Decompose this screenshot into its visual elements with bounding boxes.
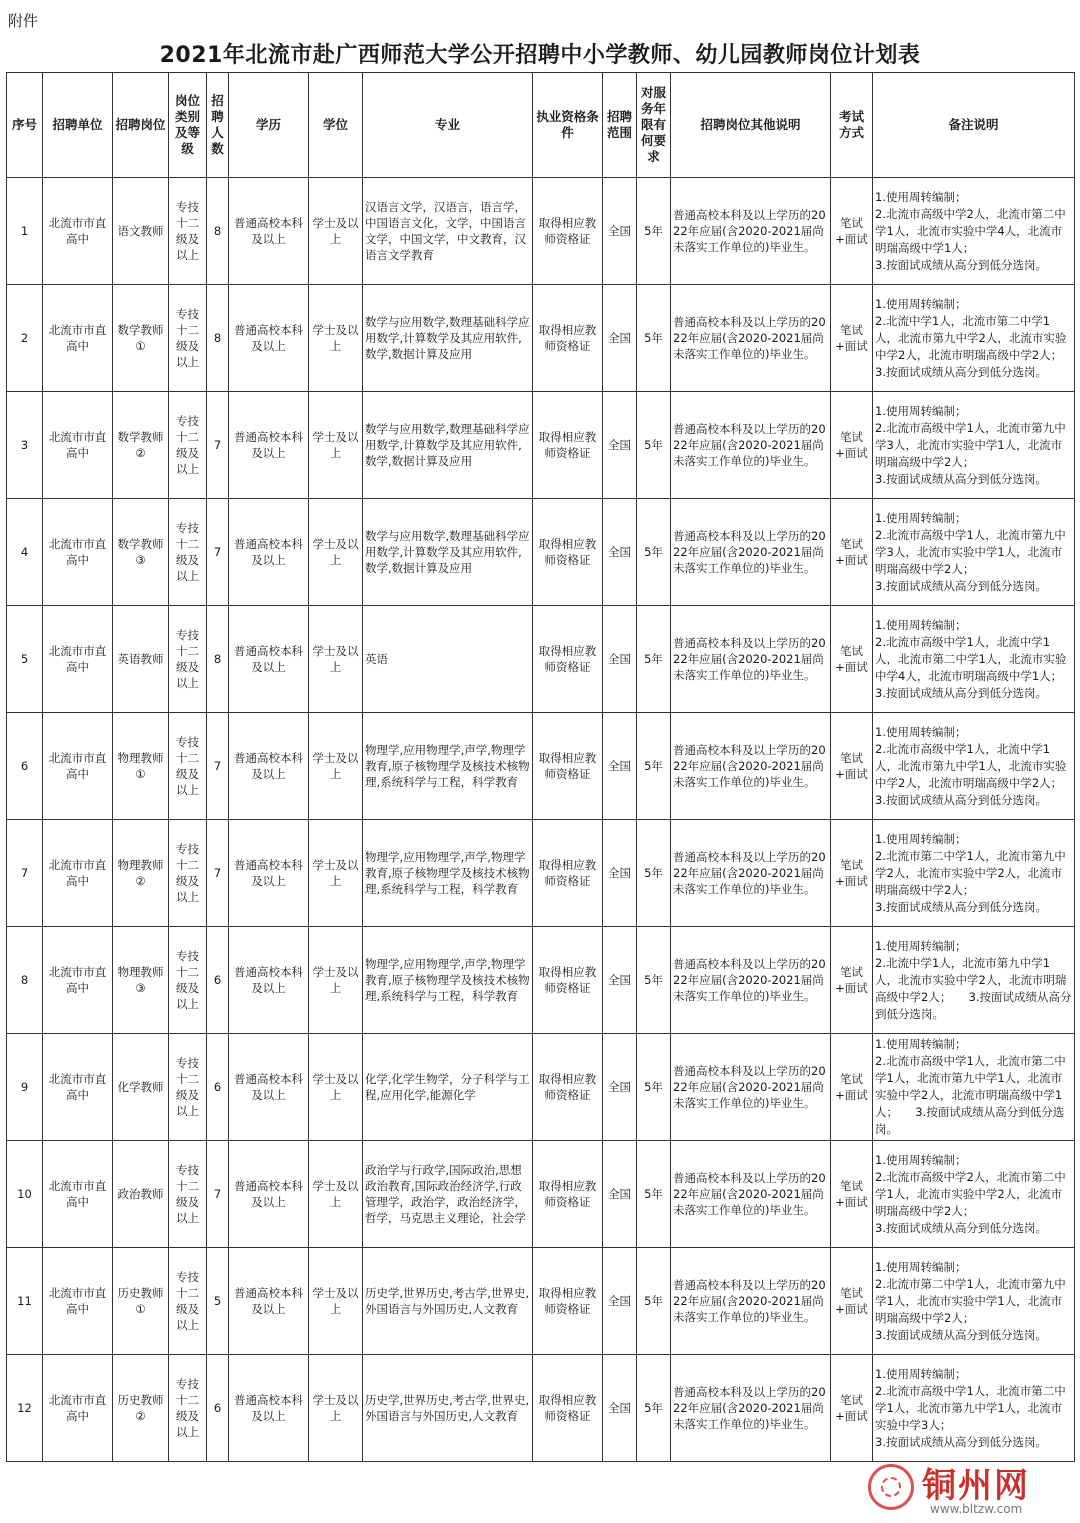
- cell-degree: 学士及以上: [309, 713, 363, 820]
- cell-category: 专技十二级及以上: [169, 499, 207, 606]
- cell-remarks: 1.使用周转编制； 2.北流市第二中学1人，北流市第九中学1人，北流市实验中学1人，北流市明瑞高级中学2人； 3.按面试成绩从高分到低分选岗。: [873, 1248, 1075, 1355]
- cell-major: 历史学,世界历史,考古学,世界史,外国语言与外国历史,人文教育: [363, 1355, 533, 1462]
- cell-index: 10: [7, 1141, 43, 1248]
- table-row: [7, 1248, 1075, 1355]
- cell-post: 英语教师: [113, 606, 169, 713]
- cell-remarks: 1.使用周转编制； 2.北流中学1人，北流市第二中学1人，北流市第九中学2人，北流市实验中学2人，北流市明瑞高级中学2人； 3.按面试成绩从高分到低分选岗。: [873, 285, 1075, 392]
- cell-service-years: 5年: [637, 927, 671, 1034]
- cell-education: 普通高校本科及以上: [229, 285, 309, 392]
- table-row: [7, 1034, 1075, 1141]
- cell-other-notes: 普通高校本科及以上学历的2022年应届(含2020-2021届尚未落实工作单位的)毕业生。: [671, 392, 831, 499]
- table-row: [7, 285, 1075, 392]
- cell-other-notes: 普通高校本科及以上学历的2022年应届(含2020-2021届尚未落实工作单位的)毕业生。: [671, 499, 831, 606]
- cell-index: 7: [7, 820, 43, 927]
- cell-index: 6: [7, 713, 43, 820]
- cell-count: 8: [207, 606, 229, 713]
- cell-remarks: 1.使用周转编制； 2.北流市高级中学2人，北流市第二中学1人，北流市实验中学2人，北流市明瑞高级中学2人； 3.按面试成绩从高分到低分选岗。: [873, 1141, 1075, 1248]
- cell-count: 6: [207, 1355, 229, 1462]
- page-title: 2021年北流市赴广西师范大学公开招聘中小学教师、幼儿园教师岗位计划表: [159, 43, 921, 68]
- cell-index: 5: [7, 606, 43, 713]
- cell-degree: 学士及以上: [309, 392, 363, 499]
- header-cell: 招聘范围: [603, 73, 637, 178]
- cell-post: 物理教师③: [113, 927, 169, 1034]
- cell-unit: 北流市市直高中: [43, 820, 113, 927]
- cell-exam: 笔试+面试: [831, 499, 873, 606]
- cell-qualification: 取得相应教师资格证: [533, 713, 603, 820]
- attachment-label: 附件: [8, 12, 39, 30]
- header-cell: 学位: [309, 73, 363, 178]
- cell-other-notes: 普通高校本科及以上学历的2022年应届(含2020-2021届尚未落实工作单位的)毕业生。: [671, 713, 831, 820]
- cell-unit: 北流市市直高中: [43, 606, 113, 713]
- cell-remarks: 1.使用周转编制； 2.北流市高级中学1人，北流中学1人，北流市第二中学1人，北流市实验中学4人，北流市明瑞高级中学1人； 3.按面试成绩从高分到低分选岗。: [873, 606, 1075, 713]
- watermark-url: www.bltzw.com: [930, 1502, 1023, 1516]
- cell-qualification: 取得相应教师资格证: [533, 178, 603, 285]
- cell-index: 8: [7, 927, 43, 1034]
- header-cell: 招聘岗位其他说明: [671, 73, 831, 178]
- cell-count: 7: [207, 1141, 229, 1248]
- cell-unit: 北流市市直高中: [43, 178, 113, 285]
- cell-category: 专技十二级及以上: [169, 713, 207, 820]
- cell-count: 7: [207, 713, 229, 820]
- cell-post: 语文教师: [113, 178, 169, 285]
- cell-post: 数学教师①: [113, 285, 169, 392]
- cell-major: 政治学与行政学,国际政治,思想政治教育,国际政治经济学,行政管理学，政治学，政治经济学，哲学，马克思主义理论，社会学: [363, 1141, 533, 1248]
- cell-unit: 北流市市直高中: [43, 927, 113, 1034]
- cell-scope: 全国: [603, 820, 637, 927]
- cell-exam: 笔试+面试: [831, 927, 873, 1034]
- cell-service-years: 5年: [637, 499, 671, 606]
- cell-count: 8: [207, 178, 229, 285]
- table-row: [7, 392, 1075, 499]
- cell-scope: 全国: [603, 1034, 637, 1141]
- cell-count: 7: [207, 499, 229, 606]
- cell-other-notes: 普通高校本科及以上学历的2022年应届(含2020-2021届尚未落实工作单位的)毕业生。: [671, 1034, 831, 1141]
- cell-service-years: 5年: [637, 1034, 671, 1141]
- cell-education: 普通高校本科及以上: [229, 1034, 309, 1141]
- cell-category: 专技十二级及以上: [169, 927, 207, 1034]
- cell-service-years: 5年: [637, 285, 671, 392]
- cell-category: 专技十二级及以上: [169, 178, 207, 285]
- cell-exam: 笔试+面试: [831, 285, 873, 392]
- cell-exam: 笔试+面试: [831, 606, 873, 713]
- header-cell: 备注说明: [873, 73, 1075, 178]
- cell-education: 普通高校本科及以上: [229, 927, 309, 1034]
- cell-scope: 全国: [603, 178, 637, 285]
- header-cell: 考试方式: [831, 73, 873, 178]
- cell-other-notes: 普通高校本科及以上学历的2022年应届(含2020-2021届尚未落实工作单位的)毕业生。: [671, 1248, 831, 1355]
- cell-scope: 全国: [603, 1248, 637, 1355]
- cell-qualification: 取得相应教师资格证: [533, 927, 603, 1034]
- cell-exam: 笔试+面试: [831, 392, 873, 499]
- cell-index: 11: [7, 1248, 43, 1355]
- header-cell: 序号: [7, 73, 43, 178]
- cell-remarks: 1.使用周转编制； 2.北流市高级中学1人，北流中学1人，北流市第九中学1人，北流市实验中学2人，北流市明瑞高级中学2人； 3.按面试成绩从高分到低分选岗。: [873, 713, 1075, 820]
- cell-exam: 笔试+面试: [831, 1248, 873, 1355]
- cell-post: 化学教师: [113, 1034, 169, 1141]
- header-cell: 专业: [363, 73, 533, 178]
- cell-education: 普通高校本科及以上: [229, 499, 309, 606]
- table-header-row: [7, 73, 1075, 178]
- table-row: [7, 713, 1075, 820]
- cell-major: 数学与应用数学,数理基础科学应用数学,计算数学及其应用软件,数学,数据计算及应用: [363, 285, 533, 392]
- cell-unit: 北流市市直高中: [43, 392, 113, 499]
- cell-post: 政治教师: [113, 1141, 169, 1248]
- cell-remarks: 1.使用周转编制； 2.北流市高级中学1人，北流市第二中学1人，北流市第九中学1人，北流市实验中学3人； 3.按面试成绩从高分到低分选岗。: [873, 1355, 1075, 1462]
- cell-exam: 笔试+面试: [831, 1141, 873, 1248]
- cell-post: 物理教师②: [113, 820, 169, 927]
- cell-major: 物理学,应用物理学,声学,物理学教育,原子核物理学及核技术核物理,系统科学与工程，科学教育: [363, 927, 533, 1034]
- header-cell: 执业资格条件: [533, 73, 603, 178]
- cell-unit: 北流市市直高中: [43, 1248, 113, 1355]
- watermark: [868, 1462, 1068, 1518]
- cell-unit: 北流市市直高中: [43, 1034, 113, 1141]
- cell-scope: 全国: [603, 713, 637, 820]
- header-cell: 招聘人数: [207, 73, 229, 178]
- cell-category: 专技十二级及以上: [169, 820, 207, 927]
- cell-count: 8: [207, 285, 229, 392]
- table-body: [7, 178, 1075, 1462]
- cell-degree: 学士及以上: [309, 285, 363, 392]
- cell-degree: 学士及以上: [309, 1141, 363, 1248]
- cell-index: 1: [7, 178, 43, 285]
- cell-exam: 笔试+面试: [831, 178, 873, 285]
- cell-post: 物理教师①: [113, 713, 169, 820]
- table-row: [7, 820, 1075, 927]
- table-row: [7, 606, 1075, 713]
- cell-degree: 学士及以上: [309, 178, 363, 285]
- cell-index: 2: [7, 285, 43, 392]
- cell-major: 物理学,应用物理学,声学,物理学教育,原子核物理学及核技术核物理,系统科学与工程，科学教育: [363, 713, 533, 820]
- cell-qualification: 取得相应教师资格证: [533, 285, 603, 392]
- cell-post: 数学教师②: [113, 392, 169, 499]
- cell-remarks: 1.使用周转编制； 2.北流市高级中学2人，北流市第二中学1人，北流市实验中学4人，北流市明瑞高级中学1人； 3.按面试成绩从高分到低分选岗。: [873, 178, 1075, 285]
- cell-scope: 全国: [603, 1355, 637, 1462]
- recruitment-plan-table: [6, 72, 1075, 1462]
- cell-category: 专技十二级及以上: [169, 1355, 207, 1462]
- table-row: [7, 1355, 1075, 1462]
- cell-index: 12: [7, 1355, 43, 1462]
- header-cell: 招聘单位: [43, 73, 113, 178]
- header-cell: 岗位类别及等级: [169, 73, 207, 178]
- table-row: [7, 499, 1075, 606]
- cell-education: 普通高校本科及以上: [229, 820, 309, 927]
- cell-education: 普通高校本科及以上: [229, 713, 309, 820]
- cell-service-years: 5年: [637, 1141, 671, 1248]
- cell-degree: 学士及以上: [309, 1248, 363, 1355]
- cell-education: 普通高校本科及以上: [229, 1248, 309, 1355]
- cell-qualification: 取得相应教师资格证: [533, 1355, 603, 1462]
- cell-service-years: 5年: [637, 178, 671, 285]
- cell-other-notes: 普通高校本科及以上学历的2022年应届(含2020-2021届尚未落实工作单位的)毕业生。: [671, 927, 831, 1034]
- header-cell: 招聘岗位: [113, 73, 169, 178]
- cell-other-notes: 普通高校本科及以上学历的2022年应届(含2020-2021届尚未落实工作单位的)毕业生。: [671, 285, 831, 392]
- cell-remarks: 1.使用周转编制； 2.北流中学1人，北流市第九中学1人，北流市实验中学2人，北流市明瑞高级中学2人； 3.按面试成绩从高分到低分选岗。: [873, 927, 1075, 1034]
- cell-count: 7: [207, 392, 229, 499]
- cell-degree: 学士及以上: [309, 927, 363, 1034]
- cell-degree: 学士及以上: [309, 1355, 363, 1462]
- table-row: [7, 927, 1075, 1034]
- cell-education: 普通高校本科及以上: [229, 1141, 309, 1248]
- cell-degree: 学士及以上: [309, 606, 363, 713]
- cell-major: 历史学,世界历史,考古学,世界史,外国语言与外国历史,人文教育: [363, 1248, 533, 1355]
- cell-remarks: 1.使用周转编制； 2.北流市第二中学1人，北流市第九中学2人，北流市实验中学2人，北流市明瑞高级中学2人； 3.按面试成绩从高分到低分选岗。: [873, 820, 1075, 927]
- cell-qualification: 取得相应教师资格证: [533, 1248, 603, 1355]
- cell-degree: 学士及以上: [309, 820, 363, 927]
- header-cell: 学历: [229, 73, 309, 178]
- table-row: [7, 1141, 1075, 1248]
- cell-education: 普通高校本科及以上: [229, 1355, 309, 1462]
- cell-remarks: 1.使用周转编制； 2.北流市高级中学1人，北流市第九中学3人，北流市实验中学1人，北流市明瑞高级中学2人； 3.按面试成绩从高分到低分选岗。: [873, 392, 1075, 499]
- cell-remarks: 1.使用周转编制； 2.北流市高级中学1人，北流市第九中学3人，北流市实验中学1人，北流市明瑞高级中学2人； 3.按面试成绩从高分到低分选岗。: [873, 499, 1075, 606]
- cell-category: 专技十二级及以上: [169, 392, 207, 499]
- watermark-seal-icon: [868, 1464, 914, 1510]
- cell-category: 专技十二级及以上: [169, 606, 207, 713]
- cell-qualification: 取得相应教师资格证: [533, 499, 603, 606]
- cell-scope: 全国: [603, 392, 637, 499]
- cell-index: 9: [7, 1034, 43, 1141]
- cell-count: 7: [207, 820, 229, 927]
- cell-qualification: 取得相应教师资格证: [533, 1034, 603, 1141]
- cell-exam: 笔试+面试: [831, 820, 873, 927]
- cell-post: 数学教师③: [113, 499, 169, 606]
- cell-unit: 北流市市直高中: [43, 499, 113, 606]
- cell-major: 英语: [363, 606, 533, 713]
- cell-other-notes: 普通高校本科及以上学历的2022年应届(含2020-2021届尚未落实工作单位的)毕业生。: [671, 178, 831, 285]
- cell-category: 专技十二级及以上: [169, 1248, 207, 1355]
- cell-qualification: 取得相应教师资格证: [533, 606, 603, 713]
- cell-category: 专技十二级及以上: [169, 1141, 207, 1248]
- cell-count: 5: [207, 1248, 229, 1355]
- cell-remarks: 1.使用周转编制； 2.北流市高级中学1人，北流市第二中学1人，北流市第九中学1人，北流市实验中学2人，北流市明瑞高级中学1人； 3.按面试成绩从高分到低分选岗。: [873, 1034, 1075, 1141]
- cell-service-years: 5年: [637, 820, 671, 927]
- cell-education: 普通高校本科及以上: [229, 606, 309, 713]
- cell-major: 化学,化学生物学，分子科学与工程,应用化学,能源化学: [363, 1034, 533, 1141]
- cell-major: 物理学,应用物理学,声学,物理学教育,原子核物理学及核技术核物理,系统科学与工程，科学教育: [363, 820, 533, 927]
- cell-service-years: 5年: [637, 392, 671, 499]
- cell-unit: 北流市市直高中: [43, 285, 113, 392]
- cell-category: 专技十二级及以上: [169, 1034, 207, 1141]
- cell-service-years: 5年: [637, 1355, 671, 1462]
- cell-other-notes: 普通高校本科及以上学历的2022年应届(含2020-2021届尚未落实工作单位的)毕业生。: [671, 1141, 831, 1248]
- table-row: [7, 178, 1075, 285]
- cell-index: 3: [7, 392, 43, 499]
- cell-major: 数学与应用数学,数理基础科学应用数学,计算数学及其应用软件,数学,数据计算及应用: [363, 499, 533, 606]
- cell-qualification: 取得相应教师资格证: [533, 1141, 603, 1248]
- cell-index: 4: [7, 499, 43, 606]
- cell-scope: 全国: [603, 499, 637, 606]
- cell-post: 历史教师②: [113, 1355, 169, 1462]
- cell-qualification: 取得相应教师资格证: [533, 820, 603, 927]
- cell-degree: 学士及以上: [309, 499, 363, 606]
- cell-unit: 北流市市直高中: [43, 1141, 113, 1248]
- cell-exam: 笔试+面试: [831, 713, 873, 820]
- cell-scope: 全国: [603, 927, 637, 1034]
- watermark-site-name: 铜州网: [922, 1466, 1030, 1506]
- cell-exam: 笔试+面试: [831, 1034, 873, 1141]
- cell-post: 历史教师①: [113, 1248, 169, 1355]
- cell-degree: 学士及以上: [309, 1034, 363, 1141]
- cell-service-years: 5年: [637, 1248, 671, 1355]
- cell-unit: 北流市市直高中: [43, 1355, 113, 1462]
- header-cell: 对服务年限有何要求: [637, 73, 671, 178]
- cell-scope: 全国: [603, 1141, 637, 1248]
- cell-scope: 全国: [603, 606, 637, 713]
- cell-other-notes: 普通高校本科及以上学历的2022年应届(含2020-2021届尚未落实工作单位的)毕业生。: [671, 606, 831, 713]
- cell-other-notes: 普通高校本科及以上学历的2022年应届(含2020-2021届尚未落实工作单位的)毕业生。: [671, 1355, 831, 1462]
- cell-service-years: 5年: [637, 606, 671, 713]
- cell-other-notes: 普通高校本科及以上学历的2022年应届(含2020-2021届尚未落实工作单位的)毕业生。: [671, 820, 831, 927]
- cell-exam: 笔试+面试: [831, 1355, 873, 1462]
- cell-major: 汉语言文学，汉语言，语言学，中国语言文化，文学，中国语言文学，中国文学，中文教育，汉语言文学教育: [363, 178, 533, 285]
- cell-count: 6: [207, 927, 229, 1034]
- cell-service-years: 5年: [637, 713, 671, 820]
- cell-count: 6: [207, 1034, 229, 1141]
- cell-scope: 全国: [603, 285, 637, 392]
- cell-education: 普通高校本科及以上: [229, 392, 309, 499]
- cell-qualification: 取得相应教师资格证: [533, 392, 603, 499]
- cell-education: 普通高校本科及以上: [229, 178, 309, 285]
- cell-category: 专技十二级及以上: [169, 285, 207, 392]
- cell-unit: 北流市市直高中: [43, 713, 113, 820]
- cell-major: 数学与应用数学,数理基础科学应用数学,计算数学及其应用软件,数学,数据计算及应用: [363, 392, 533, 499]
